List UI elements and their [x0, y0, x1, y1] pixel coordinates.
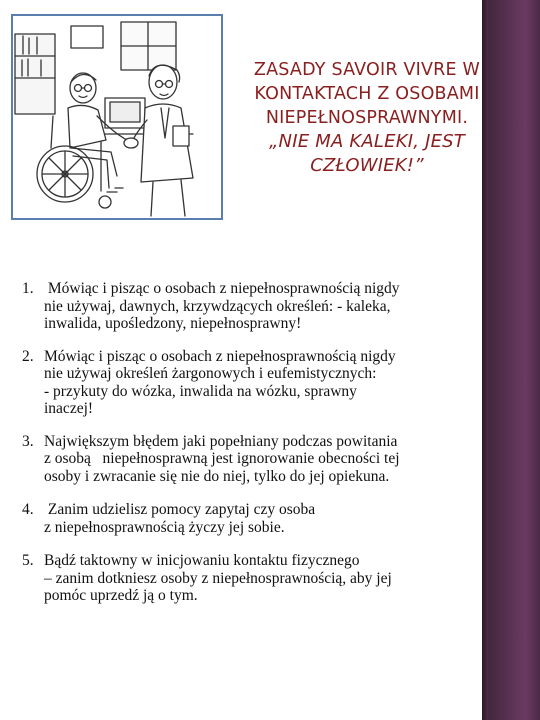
rule-item [22, 501, 467, 536]
title-line: KONTAKTACH Z OSOBAMI [254, 84, 480, 104]
rule-text-line: – zanim dotkniesz osoby z niepełnosprawnością, aby jej [44, 569, 392, 587]
rule-item [22, 552, 467, 605]
wheelchair-handshake-illustration [11, 14, 223, 220]
rule-text [44, 501, 467, 536]
rule-text-line: nie używaj, dawnych, krzywdzących określeń: - kaleka, [44, 297, 391, 315]
title-line: NIEPEŁNOSPRAWNYMI. [265, 108, 469, 128]
rule-text-line: z niepełnosprawnością życzy jej sobie. [44, 518, 285, 536]
rule-number: 4. [22, 501, 34, 518]
rule-text-line: nie używaj określeń żargonowych i eufemistycznych: [44, 365, 377, 382]
slogan-line: CZŁOWIEK!” [310, 155, 424, 176]
rule-text-line: Bądź taktowny w inicjowaniu kontaktu fizycznego [44, 552, 360, 569]
rule-item [22, 433, 467, 486]
rule-text-line: Mówiąc i pisząc o osobach z niepełnosprawnością nigdy [44, 347, 396, 365]
rule-text-line: z osobą niepełnosprawną jest ignorowanie obecności tej [44, 450, 400, 467]
rule-number: 2. [22, 347, 34, 365]
rule-text-line: Zanim udzielisz pomocy zapytaj czy osoba [44, 501, 316, 518]
rules-list [22, 280, 467, 605]
rule-item [22, 348, 467, 418]
rule-number: 1. [22, 280, 34, 297]
rule-text [44, 280, 467, 333]
rule-text [44, 552, 467, 605]
slogan-line: „NIE MA KALEKI, JEST [269, 131, 465, 152]
rule-text-line: osoby i zwracanie się nie do niej, tylko do jej opiekuna. [44, 467, 390, 485]
title-line: ZASADY SAVOIR VIVRE W [253, 60, 481, 80]
rule-text-line: inaczej! [44, 400, 94, 417]
rule-text-line: - przykuty do wózka, inwalida na wózku, sprawny [44, 382, 357, 400]
rule-number: 5. [22, 552, 34, 569]
rule-item [22, 280, 467, 333]
rule-text-line: Największym błędem jaki popełniany podczas powitania [44, 432, 398, 450]
rule-number: 3. [22, 432, 34, 450]
rule-text [44, 348, 467, 418]
rule-text-line: Mówiąc i pisząc o osobach z niepełnosprawnością nigdy [44, 280, 400, 297]
rule-text [44, 433, 467, 486]
slide-title [222, 58, 512, 178]
rule-text-line: pomóc uprzedź ją o tym. [44, 587, 198, 604]
rule-text-line: inwalida, upośledzony, niepełnosprawny! [44, 315, 302, 332]
illustration-drawing [13, 16, 221, 218]
